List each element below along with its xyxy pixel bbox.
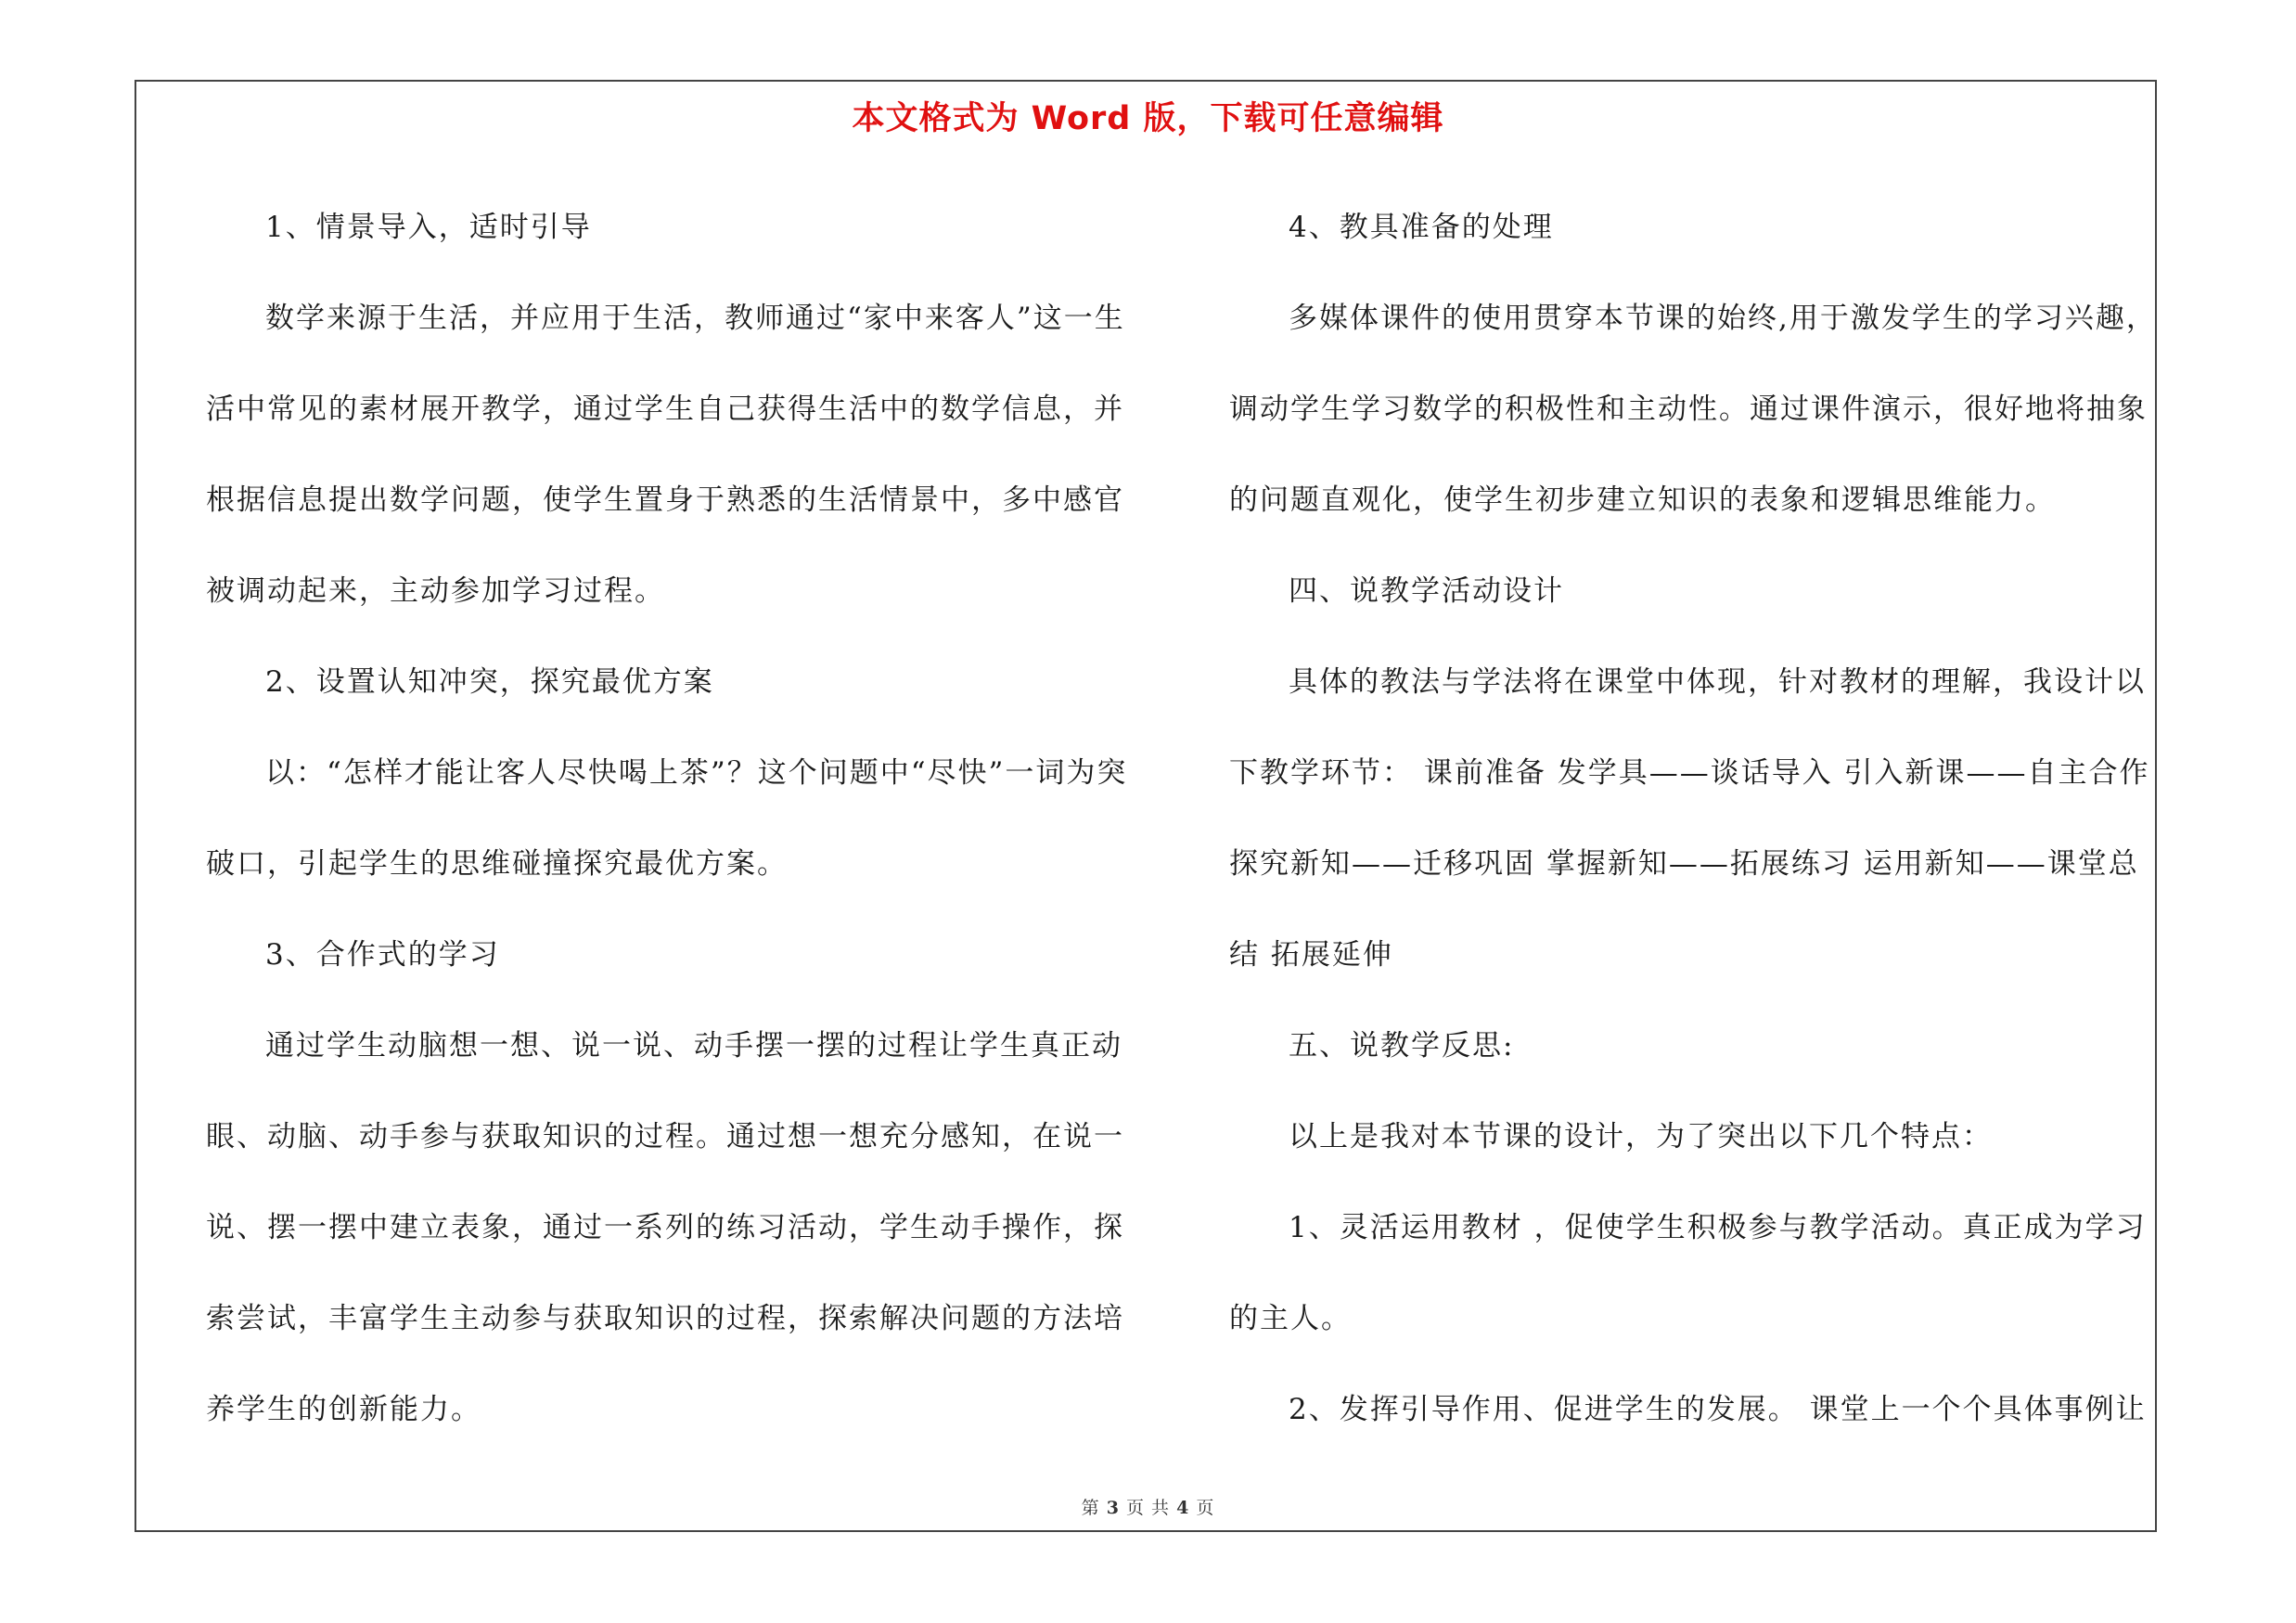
paragraph: 通过学生动脑想一想、说一说、动手摆一摆的过程让学生真正动眼、动脑、动手参与获取知识的过程。通过想一想充分感知，在说一说、摆一摆中建立表象，通过一系列的练习活动，学生动手操作，探索尝试，丰富学生主动参与获取知识的过程，探索解决问题的方法培养学生的创新能力。	[206, 1029, 1124, 1426]
section-heading-3: 3、合作式的学习	[265, 938, 500, 972]
total-page-number: 4	[1176, 1498, 1190, 1518]
paragraph: 以上是我对本节课的设计，为了突出以下几个特点：	[1289, 1120, 1993, 1153]
paragraph: 多媒体课件的使用贯穿本节课的始终,用于激发学生的学习兴趣，调动学生学习数学的积极性和主动性。通过课件演示，很好地将抽象的问题直观化，使学生初步建立知识的表象和逻辑思维能力。	[1229, 302, 2157, 517]
section-heading-4: 4、教具准备的处理	[1289, 211, 1554, 244]
right-column	[1229, 182, 2157, 1455]
paragraph: 数学来源于生活，并应用于生活，教师通过“家中来客人”这一生活中常见的素材展开教学，通过学生自己获得生活中的数学信息，并根据信息提出数学问题，使学生置身于熟悉的生活情景中，多中感官被调动起来，主动参加学习过程。	[206, 302, 1125, 608]
current-page-number: 3	[1106, 1498, 1120, 1518]
page-footer	[0, 1494, 2296, 1519]
paragraph: 1、灵活运用教材 ，促使学生积极参与教学活动。真正成为学习的主人。	[1229, 1211, 2147, 1335]
paragraph: 以：“怎样才能让客人尽快喝上茶”？这个问题中“尽快”一词为突破口，引起学生的思维碰撞探究最优方案。	[206, 756, 1128, 881]
left-column	[206, 182, 1143, 1455]
section-heading-reflection: 五、说教学反思:	[1289, 1029, 1515, 1063]
paragraph: 具体的教法与学法将在课堂中体现，针对教材的理解，我设计以下教学环节： 课前准备 发学具——谈话导入 引入新课——自主合作 探究新知——迁移巩固 掌握新知——拓展练习 运用新知——课堂总结 拓展延伸	[1229, 665, 2150, 972]
section-heading-activity-design: 四、说教学活动设计	[1289, 574, 1564, 608]
section-heading-2: 2、设置认知冲突，探究最优方案	[265, 665, 714, 699]
footer-suffix: 页	[1196, 1498, 1215, 1518]
section-heading-1: 1、情景导入，适时引导	[265, 211, 592, 244]
footer-prefix: 第	[1081, 1498, 1100, 1518]
footer-middle: 页 共	[1125, 1498, 1171, 1518]
document-banner: 本文格式为 Word 版，下载可任意编辑	[852, 100, 1444, 137]
paragraph: 2、发挥引导作用、促进学生的发展。 课堂上一个个具体事例让	[1289, 1393, 2147, 1426]
